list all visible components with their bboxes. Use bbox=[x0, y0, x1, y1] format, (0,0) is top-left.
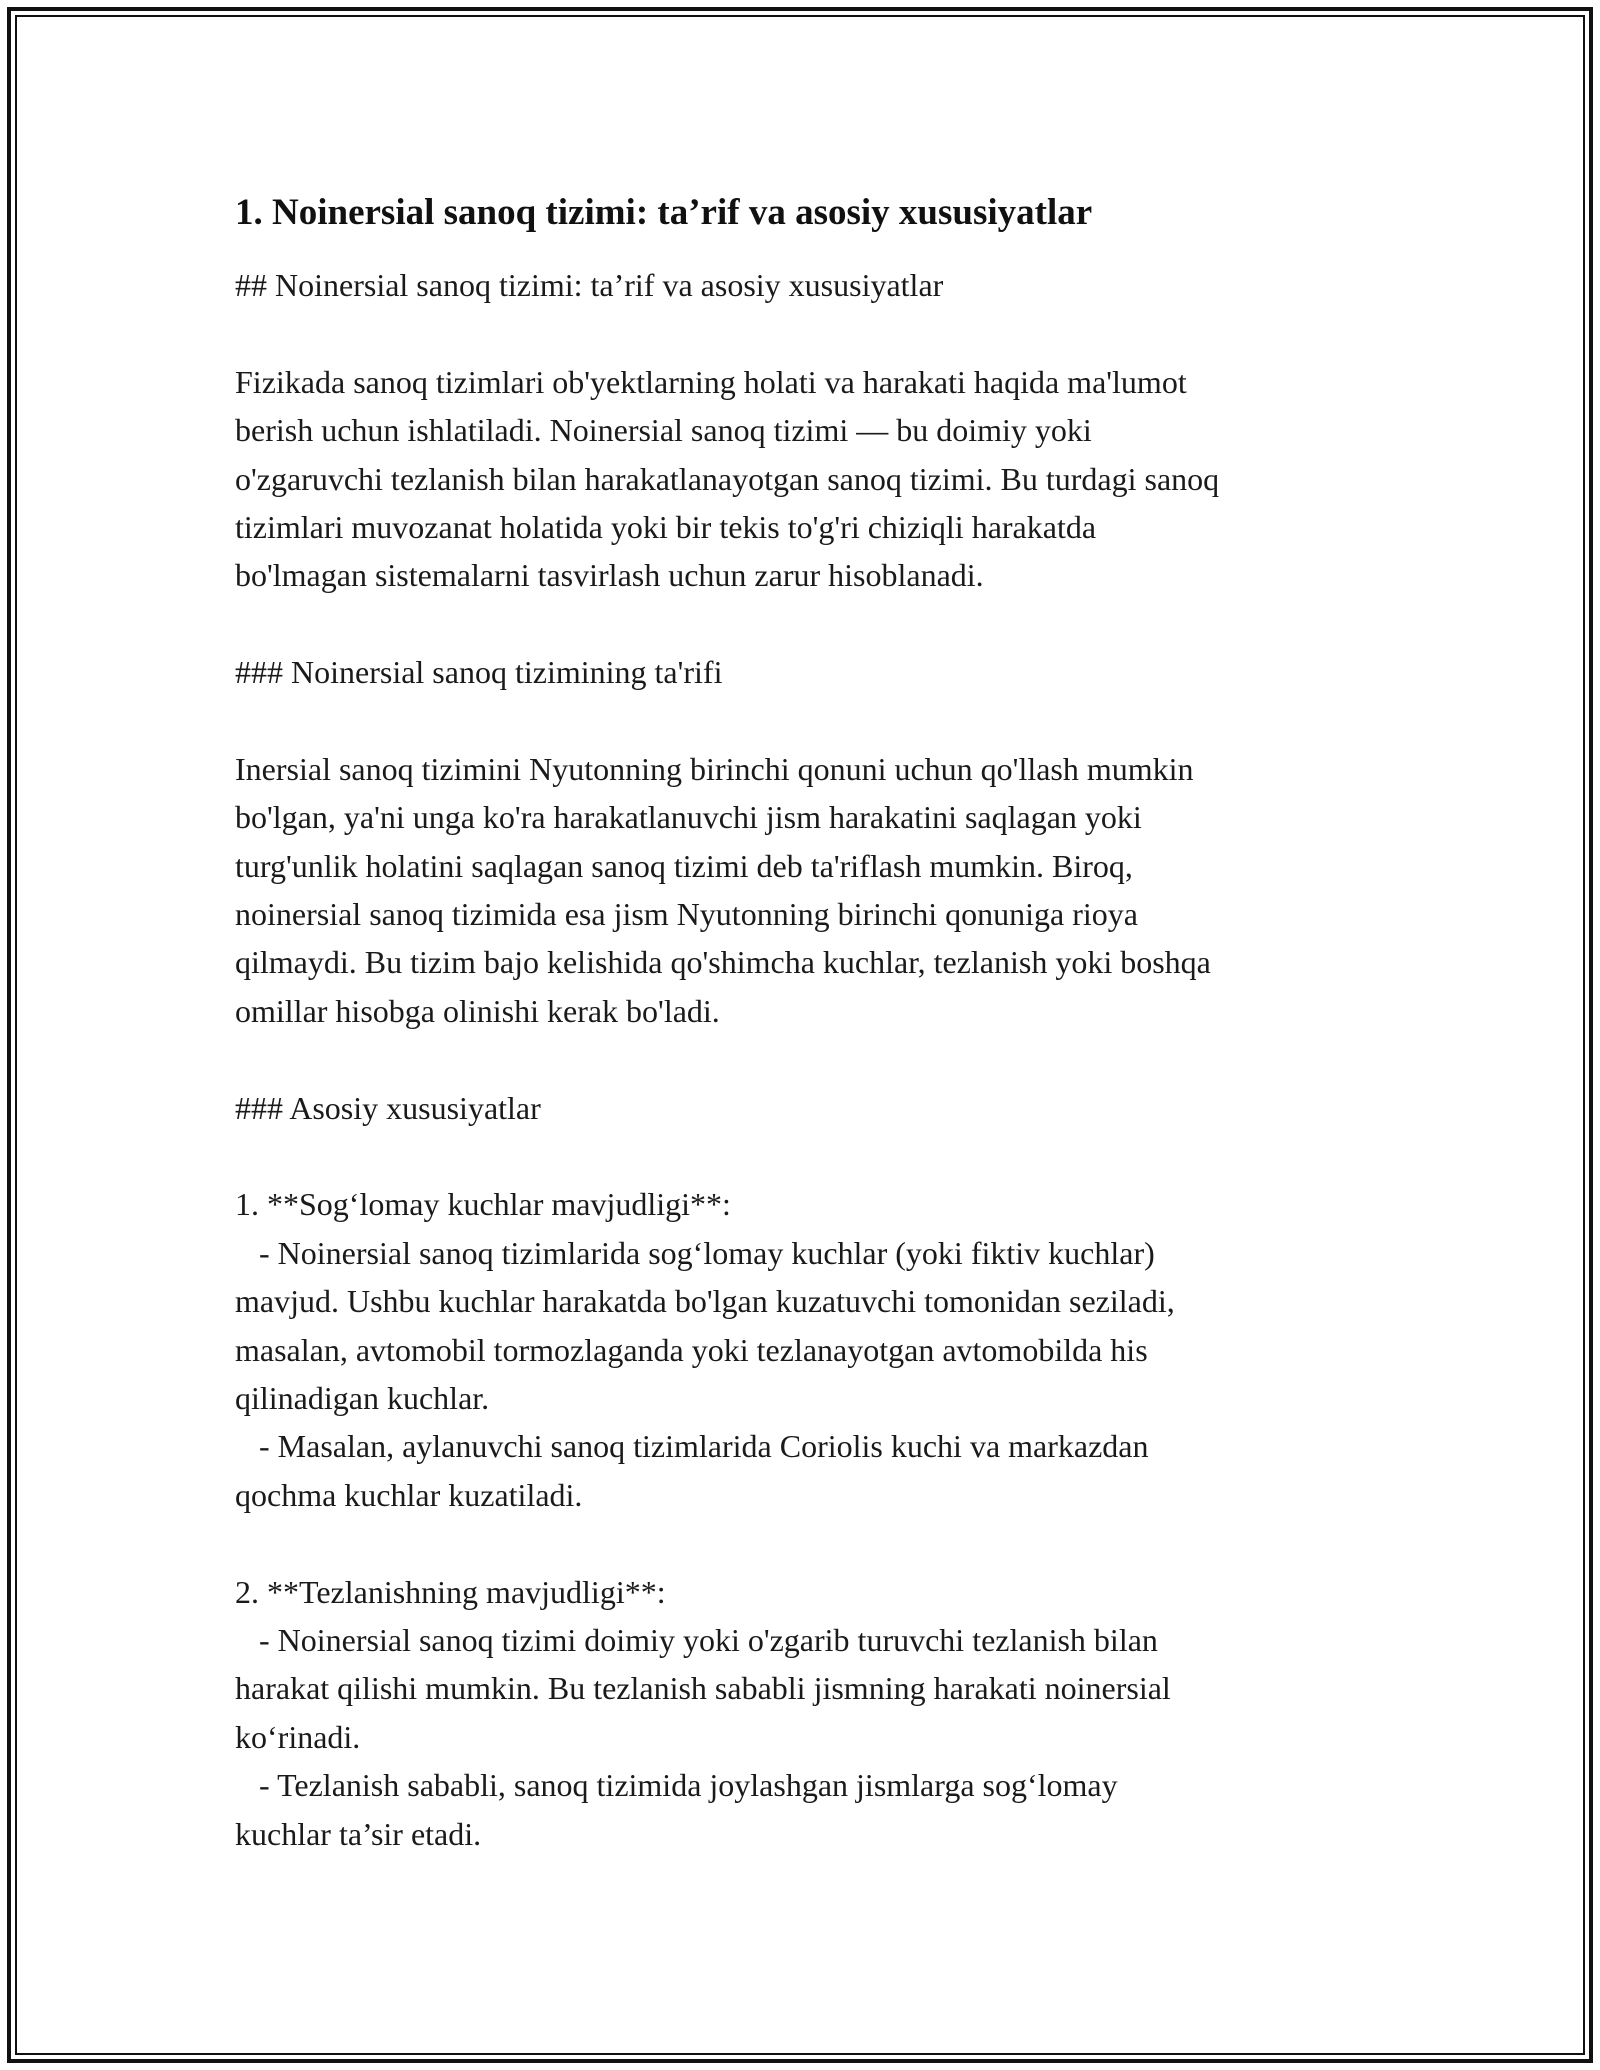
paragraph-line: mavjud. Ushbu kuchlar harakatda bo'lgan kuzatuvchi tomonidan seziladi, bbox=[235, 1283, 1175, 1320]
paragraph-line: bo'lmagan sistemalarni tasvirlash uchun zarur hisoblanadi. bbox=[235, 557, 984, 594]
paragraph-line: - Noinersial sanoq tizimlarida sog‘lomay kuchlar (yoki fiktiv kuchlar) bbox=[235, 1234, 1155, 1271]
paragraph-line: masalan, avtomobil tormozlaganda yoki tezlanayotgan avtomobilda his bbox=[235, 1331, 1148, 1368]
paragraph-line: ko‘rinadi. bbox=[235, 1718, 361, 1755]
paragraph-line: tizimlari muvozanat holatida yoki bir tekis to'g'ri chiziqli harakatda bbox=[235, 508, 1097, 545]
paragraph-line: bo'lgan, ya'ni unga ko'ra harakatlanuvchi jism harakatini saqlagan yoki bbox=[235, 799, 1142, 836]
blank-line bbox=[235, 309, 1385, 357]
paragraph-line: 2. **Tezlanishning mavjudligi**: bbox=[235, 1573, 666, 1610]
paragraph-line: qochma kuchlar kuzatiladi. bbox=[235, 1476, 583, 1513]
document-title: 1. Noinersial sanoq tizimi: ta’rif va asosiy xususiyatlar bbox=[235, 192, 1093, 233]
paragraph-line: Inersial sanoq tizimini Nyutonning birinchi qonuni uchun qo'llash mumkin bbox=[235, 750, 1194, 787]
paragraph-line: o'zgaruvchi tezlanish bilan harakatlanayotgan sanoq tizimi. Bu turdagi sanoq bbox=[235, 460, 1220, 497]
paragraph-line: Fizikada sanoq tizimlari ob'yektlarning holati va harakati haqida ma'lumot bbox=[235, 363, 1187, 400]
paragraph-line: 1. **Sog‘lomay kuchlar mavjudligi**: bbox=[235, 1186, 731, 1223]
paragraph-line: noinersial sanoq tizimida esa jism Nyutonning birinchi qonuniga rioya bbox=[235, 896, 1138, 933]
paragraph-line: - Tezlanish sababli, sanoq tizimida joylashgan jismlarga sog‘lomay bbox=[235, 1767, 1118, 1804]
blank-line bbox=[235, 1519, 1385, 1567]
paragraph-line: qilinadigan kuchlar. bbox=[235, 1379, 490, 1416]
blank-line bbox=[235, 1132, 1385, 1180]
section-heading-line: ## Noinersial sanoq tizimi: ta’rif va asosiy xususiyatlar bbox=[235, 267, 944, 303]
section-heading-line: ### Asosiy xususiyatlar bbox=[235, 1089, 541, 1126]
paragraph-line: harakat qilishi mumkin. Bu tezlanish sababli jismning harakati noinersial bbox=[235, 1670, 1171, 1707]
paragraph-line: - Masalan, aylanuvchi sanoq tizimlarida Coriolis kuchi va markazdan bbox=[235, 1428, 1149, 1465]
paragraph-line: berish uchun ishlatiladi. Noinersial sanoq tizimi — bu doimiy yoki bbox=[235, 412, 1092, 449]
paragraph-line: kuchlar ta’sir etadi. bbox=[235, 1815, 482, 1852]
document-text bbox=[235, 261, 1385, 1858]
paragraph-line: turg'unlik holatini saqlagan sanoq tizimi deb ta'riflash mumkin. Biroq, bbox=[235, 847, 1133, 884]
paragraph-line: qilmaydi. Bu tizim bajo kelishida qo'shimcha kuchlar, tezlanish yoki boshqa bbox=[235, 944, 1211, 981]
blank-line bbox=[235, 1035, 1385, 1083]
blank-line bbox=[235, 697, 1385, 745]
blank-line bbox=[235, 600, 1385, 648]
paragraph-line: - Noinersial sanoq tizimi doimiy yoki o'zgarib turuvchi tezlanish bilan bbox=[235, 1621, 1158, 1658]
document-body bbox=[235, 188, 1385, 1858]
paragraph-line: omillar hisobga olinishi kerak bo'ladi. bbox=[235, 992, 720, 1029]
section-heading-line: ### Noinersial sanoq tizimining ta'rifi bbox=[235, 654, 723, 691]
